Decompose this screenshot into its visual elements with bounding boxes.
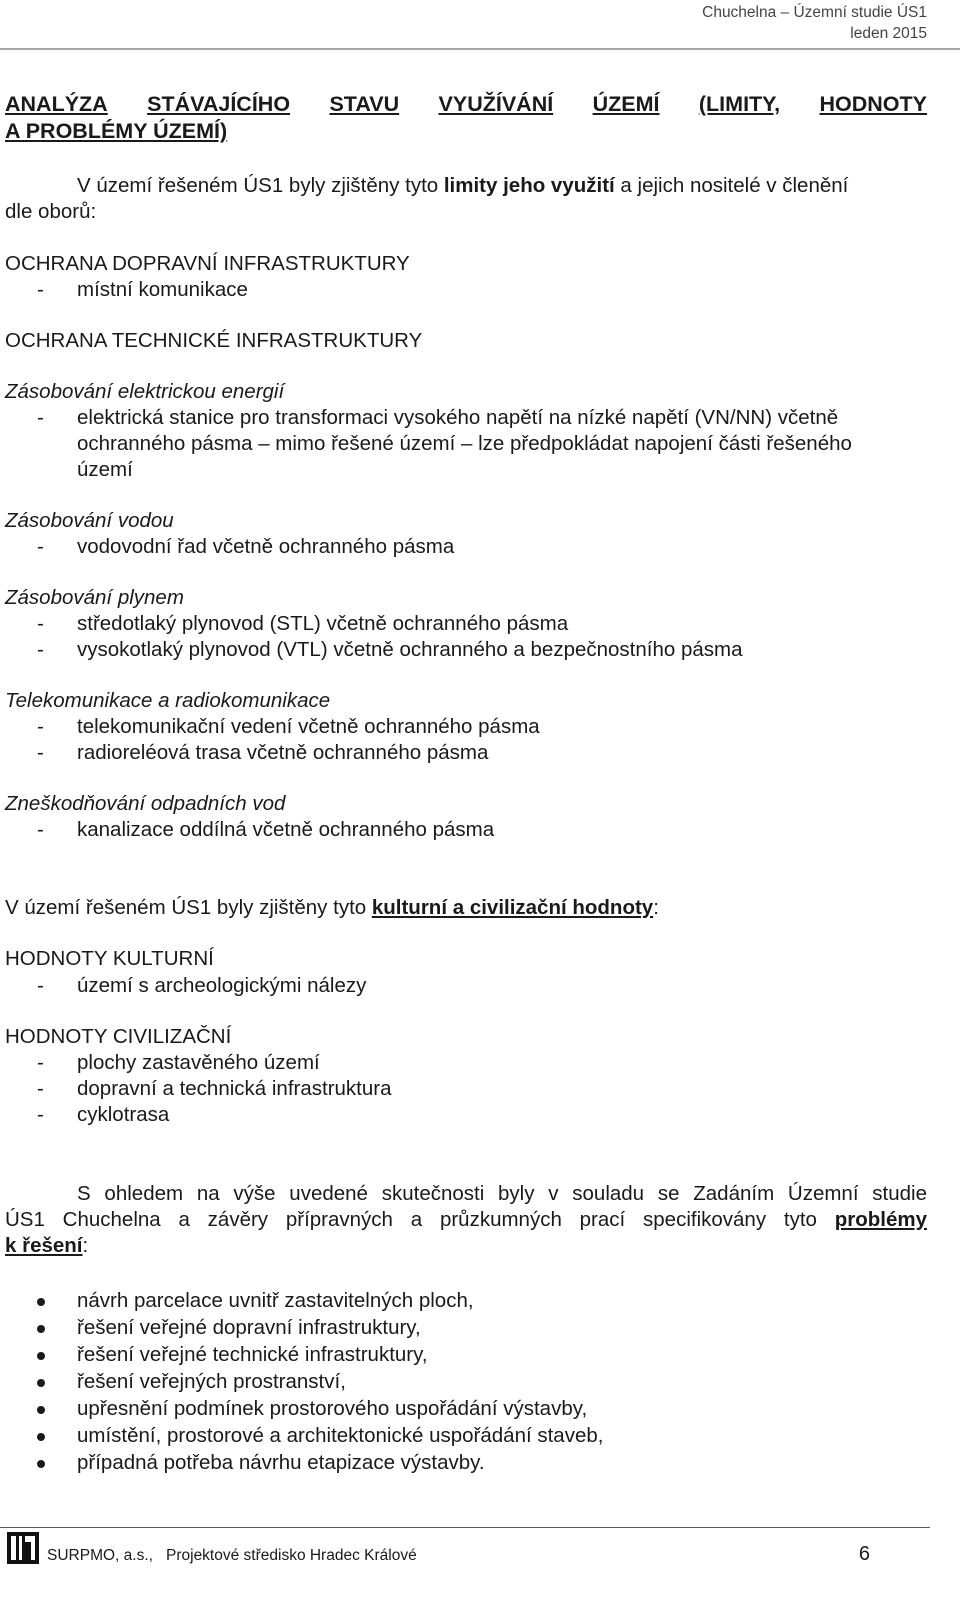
list-item-text: kanalizace oddílná včetně ochranného pásma [77, 818, 495, 841]
list-item-text: území s archeologickými nálezy [77, 974, 367, 997]
dash-marker: - [37, 278, 44, 301]
list-item-continuation: území [77, 458, 133, 481]
problems-intro-line2 [5, 1207, 927, 1233]
intro-text: ÚS1 Chuchelna a závěry přípravných a průzkumných prací specifikovány tyto [5, 1208, 835, 1231]
dash-marker: - [37, 406, 44, 429]
dash-marker: - [37, 974, 44, 997]
title-word: HODNOTY [819, 92, 927, 116]
footer-office: Projektové středisko Hradec Králové [166, 1547, 417, 1564]
heading-voda: Zásobování vodou [5, 509, 174, 532]
problem-text: řešení veřejných prostranství, [77, 1370, 346, 1393]
problem-text: umístění, prostorové a architektonické uspořádání staveb, [77, 1424, 604, 1447]
list-item-text: středotlaký plynovod (STL) včetně ochranného pásma [77, 612, 569, 635]
running-header [702, 2, 927, 44]
heading-civilizacni: HODNOTY CIVILIZAČNÍ [5, 1025, 232, 1048]
title-word: ÚZEMÍ [592, 92, 660, 116]
bullet-dot [37, 1433, 45, 1441]
dash-marker: - [37, 612, 44, 635]
bullet-dot [37, 1325, 45, 1333]
list-item-text: cyklotrasa [77, 1103, 170, 1126]
dash-marker: - [37, 1051, 44, 1074]
bullet-dot [37, 1298, 45, 1306]
intro-text: S ohledem na výše uvedené skutečnosti byly v souladu se Zadáním Územní studie [77, 1182, 927, 1205]
dash-marker: - [37, 1077, 44, 1100]
limits-intro-line2: dle oborů: [5, 200, 97, 223]
list-item-text: elektrická stanice pro transformaci vysokého napětí na nízké napětí (VN/NN) včetně [77, 406, 839, 429]
header-title: Chuchelna – Územní studie ÚS1 [702, 4, 927, 21]
heading-kulturni: HODNOTY KULTURNÍ [5, 947, 214, 970]
intro-text: V území řešeném ÚS1 byly zjištěny tyto [77, 174, 444, 197]
problem-text: upřesnění podmínek prostorového uspořádání výstavby, [77, 1397, 588, 1420]
values-intro [5, 895, 659, 921]
heading-odpad: Zneškodňování odpadních vod [5, 792, 286, 815]
section-title [5, 90, 927, 118]
problem-text: řešení veřejné technické infrastruktury, [77, 1343, 428, 1366]
header-rule [0, 48, 960, 50]
problem-text: případná potřeba návrhu etapizace výstavby. [77, 1451, 485, 1474]
title-word: STÁVAJÍCÍHO [147, 92, 291, 116]
dash-marker: - [37, 818, 44, 841]
bullet-dot [37, 1406, 45, 1414]
dash-marker: - [37, 741, 44, 764]
problems-emphasis: k řešení [5, 1234, 83, 1257]
problems-emphasis: problémy [834, 1208, 927, 1231]
title-word: STAVU [329, 92, 400, 116]
dash-marker: - [37, 535, 44, 558]
heading-plyn: Zásobování plynem [5, 586, 184, 609]
list-item-text: plochy zastavěného území [77, 1051, 320, 1074]
list-item-text: místní komunikace [77, 278, 248, 301]
bullet-dot [37, 1460, 45, 1468]
list-item-text: vysokotlaký plynovod (VTL) včetně ochranného a bezpečnostního pásma [77, 638, 743, 661]
limits-emphasis: limity jeho využití [443, 174, 615, 197]
bullet-dot [37, 1352, 45, 1360]
heading-doprava: OCHRANA DOPRAVNÍ INFRASTRUKTURY [5, 252, 410, 275]
list-item-text: radioreléová trasa včetně ochranného pásma [77, 741, 489, 764]
problem-text: řešení veřejné dopravní infrastruktury, [77, 1316, 421, 1339]
heading-telekom: Telekomunikace a radiokomunikace [5, 689, 331, 712]
intro-text: a jejich nositelé v členění [614, 174, 849, 197]
footer-rule [0, 1527, 930, 1528]
dash-marker: - [37, 638, 44, 661]
title-word: ANALÝZA [5, 92, 108, 116]
heading-technicka: OCHRANA TECHNICKÉ INFRASTRUKTURY [5, 329, 423, 352]
problems-intro-line1 [77, 1181, 927, 1207]
heading-elektro: Zásobování elektrickou energií [5, 380, 285, 403]
header-date: leden 2015 [850, 25, 927, 42]
dash-marker: - [37, 715, 44, 738]
list-item-text: dopravní a technická infrastruktura [77, 1077, 392, 1100]
intro-text: V území řešeném ÚS1 byly zjištěny tyto [5, 896, 372, 919]
intro-text: : [653, 896, 659, 919]
intro-text: : [82, 1234, 89, 1257]
list-item-text: vodovodní řad včetně ochranného pásma [77, 535, 455, 558]
page-number: 6 [858, 1543, 870, 1565]
problems-intro-line3 [5, 1233, 88, 1259]
list-item-continuation: ochranného pásma – mimo řešené území – lze předpokládat napojení části řešeného [77, 432, 852, 455]
section-title-line2: A PROBLÉMY ÚZEMÍ) [5, 119, 228, 143]
values-emphasis: kulturní a civilizační hodnoty [371, 896, 654, 919]
problem-text: návrh parcelace uvnitř zastavitelných ploch, [77, 1289, 474, 1312]
bullet-dot [37, 1379, 45, 1387]
list-item-text: telekomunikační vedení včetně ochranného pásma [77, 715, 540, 738]
title-word: VYUŽÍVÁNÍ [438, 92, 554, 116]
footer-company: SURPMO, a.s., [47, 1547, 153, 1564]
dash-marker: - [37, 1103, 44, 1126]
company-logo-icon [7, 1532, 39, 1564]
title-word: (LIMITY, [698, 92, 781, 116]
limits-intro [77, 173, 848, 199]
